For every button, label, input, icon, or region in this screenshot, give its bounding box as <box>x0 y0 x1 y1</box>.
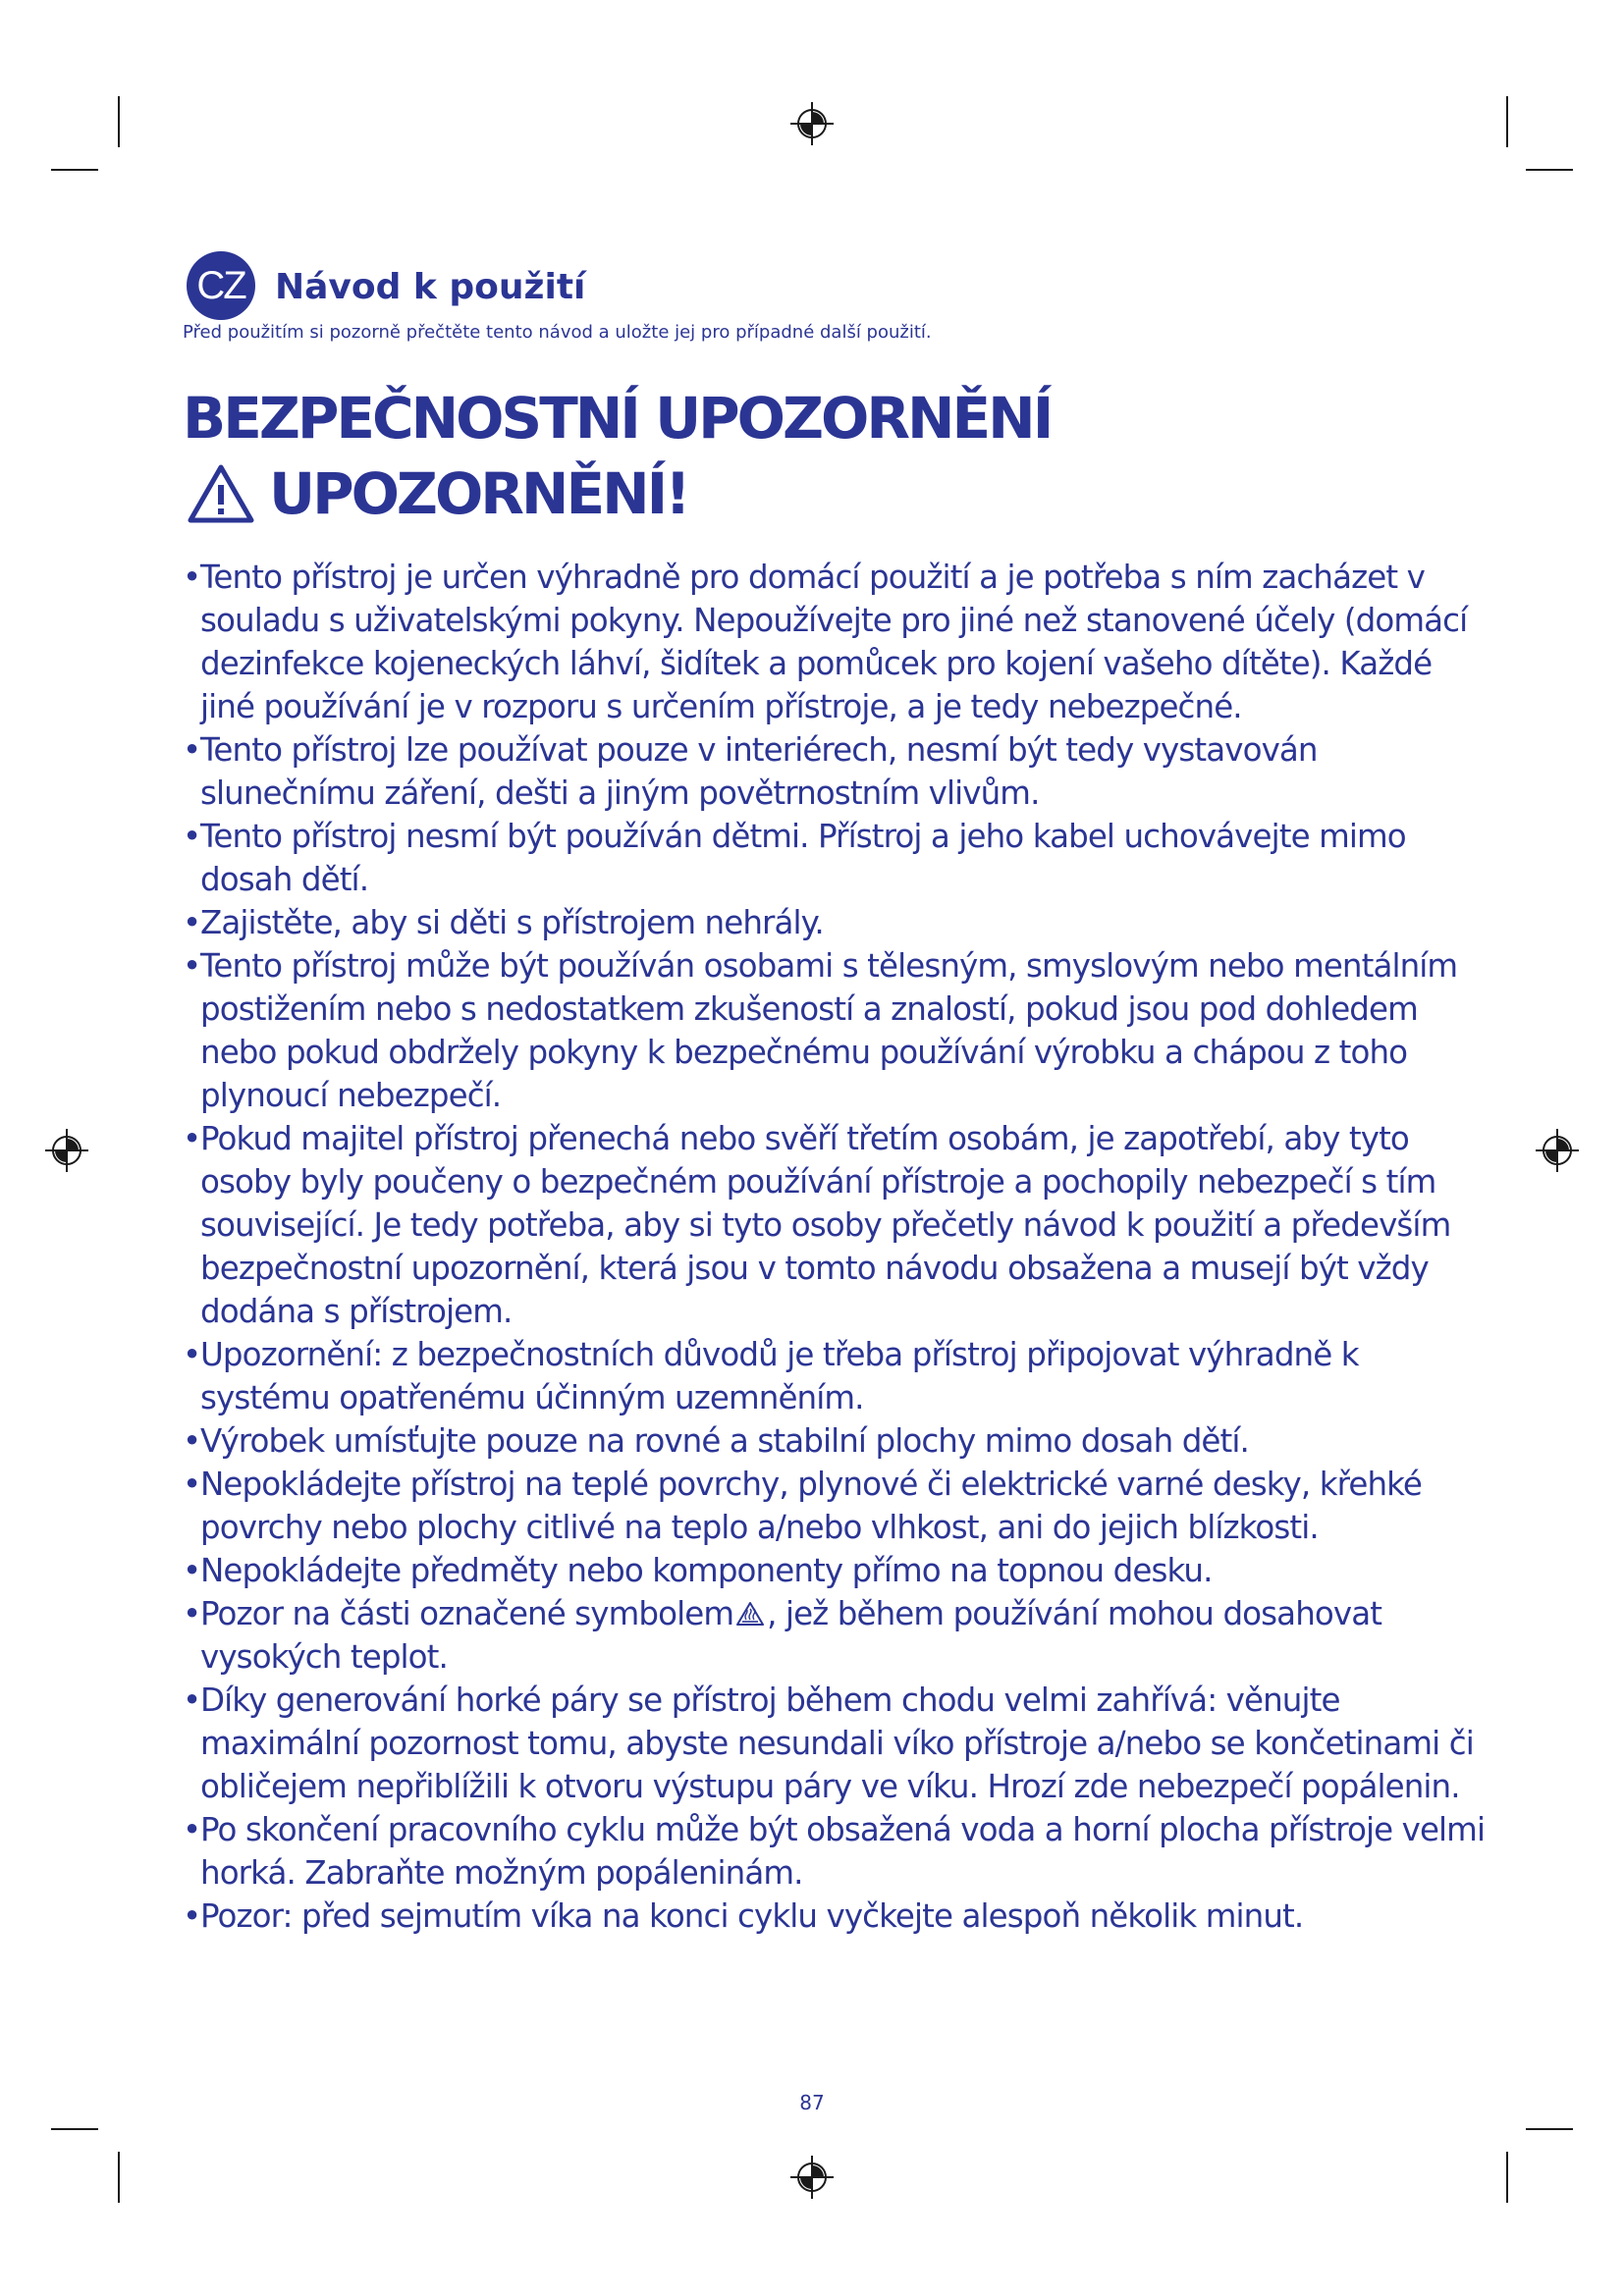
warning-heading-text: UPOZORNĚNÍ! <box>269 460 688 527</box>
registration-mark-icon <box>790 2156 834 2199</box>
list-item: • Tento přístroj může být používán osobami s tělesným, smyslovým nebo mentálním postižením nebo s nedostatkem zkušeností a znalostí, pokud jsou pod dohledem nebo pokud obdržely pokyny k bezpečnému používání výrobku a chápou z toho plynoucí nebezpečí. <box>183 944 1489 1117</box>
list-item: • Výrobek umísťujte pouze na rovné a stabilní plochy mimo dosah dětí. <box>183 1419 1489 1463</box>
warnings-list <box>183 556 1489 1938</box>
symbol-warning-after: , jež během používání mohou dosahovat vysokých teplot. <box>200 1595 1382 1676</box>
doc-title: Návod k použití <box>275 267 586 307</box>
list-item: • Tento přístroj lze používat pouze v interiérech, nesmí být tedy vystavován slunečnímu záření, dešti a jiným povětrnostním vlivům. <box>183 728 1489 815</box>
list-item: • Zajistěte, aby si děti s přístrojem nehrály. <box>183 901 1489 944</box>
list-item: • Nepokládejte přístroj na teplé povrchy, plynové či elektrické varné desky, křehké povrchy nebo plochy citlivé na teplo a/nebo vlhkost, ani do jejich blízkosti. <box>183 1463 1489 1549</box>
crop-mark <box>1526 2128 1573 2130</box>
crop-mark <box>51 169 98 171</box>
list-item-symbol-warning <box>183 1592 1489 1679</box>
registration-mark-icon <box>1536 1129 1579 1172</box>
hot-surface-icon <box>735 1601 765 1627</box>
crop-mark <box>1506 96 1508 147</box>
list-item: • Tento přístroj je určen výhradně pro domácí použití a je potřeba s ním zacházet v souladu s uživatelskými pokyny. Nepoužívejte pro jiné než stanovené účely (domácí dezinfekce kojeneckých láhví, šidítek a pomůcek pro kojení vašeho dítěte). Každé jiné používání je v rozporu s určením přístroje, a je tedy nebezpečné. <box>183 556 1489 728</box>
list-item: • Upozornění: z bezpečnostních důvodů je třeba přístroj připojovat výhradně k systému opatřenému účinným uzemněním. <box>183 1333 1489 1419</box>
list-item: • Nepokládejte předměty nebo komponenty přímo na topnou desku. <box>183 1549 1489 1592</box>
crop-mark <box>118 2152 120 2203</box>
registration-mark-icon <box>45 1129 88 1172</box>
list-item: • Tento přístroj nesmí být používán dětmi. Přístroj a jeho kabel uchovávejte mimo dosah dětí. <box>183 815 1489 901</box>
list-item: • Pozor: před sejmutím víka na konci cyklu vyčkejte alespoň několik minut. <box>183 1895 1489 1938</box>
registration-mark-icon <box>790 102 834 145</box>
crop-mark <box>118 96 120 147</box>
list-item: • Po skončení pracovního cyklu může být obsažená voda a horní plocha přístroje velmi horká. Zabraňte možným popáleninám. <box>183 1808 1489 1895</box>
warning-heading <box>187 461 688 526</box>
crop-mark <box>1526 169 1573 171</box>
page-number: 87 <box>799 2091 825 2114</box>
symbol-warning-before: Pozor na části označené symbolem <box>200 1595 734 1632</box>
section-title: BEZPEČNOSTNÍ UPOZORNĚNÍ <box>183 385 1052 452</box>
crop-mark <box>51 2128 98 2130</box>
crop-mark <box>1506 2152 1508 2203</box>
list-item: • Díky generování horké páry se přístroj během chodu velmi zahřívá: věnujte maximální pozornost tomu, abyste nesundali víko přístroje a/nebo se končetinami či obličejem nepřiblížili k otvoru výstupu páry ve víku. Hrozí zde nebezpečí popálenin. <box>183 1679 1489 1808</box>
list-item: • Pokud majitel přístroj přenechá nebo svěří třetím osobám, je zapotřebí, aby tyto osoby byly poučeny o bezpečném používání přístroje a pochopily nebezpečí s tím související. Je tedy potřeba, aby si tyto osoby přečetly návod k použití a především bezpečnostní upozornění, která jsou v tomto návodu obsažena a musejí být vždy dodána s přístrojem. <box>183 1117 1489 1333</box>
doc-subtitle: Před použitím si pozorně přečtěte tento návod a uložte jej pro případné další použití. <box>183 322 932 343</box>
warning-triangle-icon <box>187 463 255 524</box>
language-badge: CZ <box>187 251 255 320</box>
